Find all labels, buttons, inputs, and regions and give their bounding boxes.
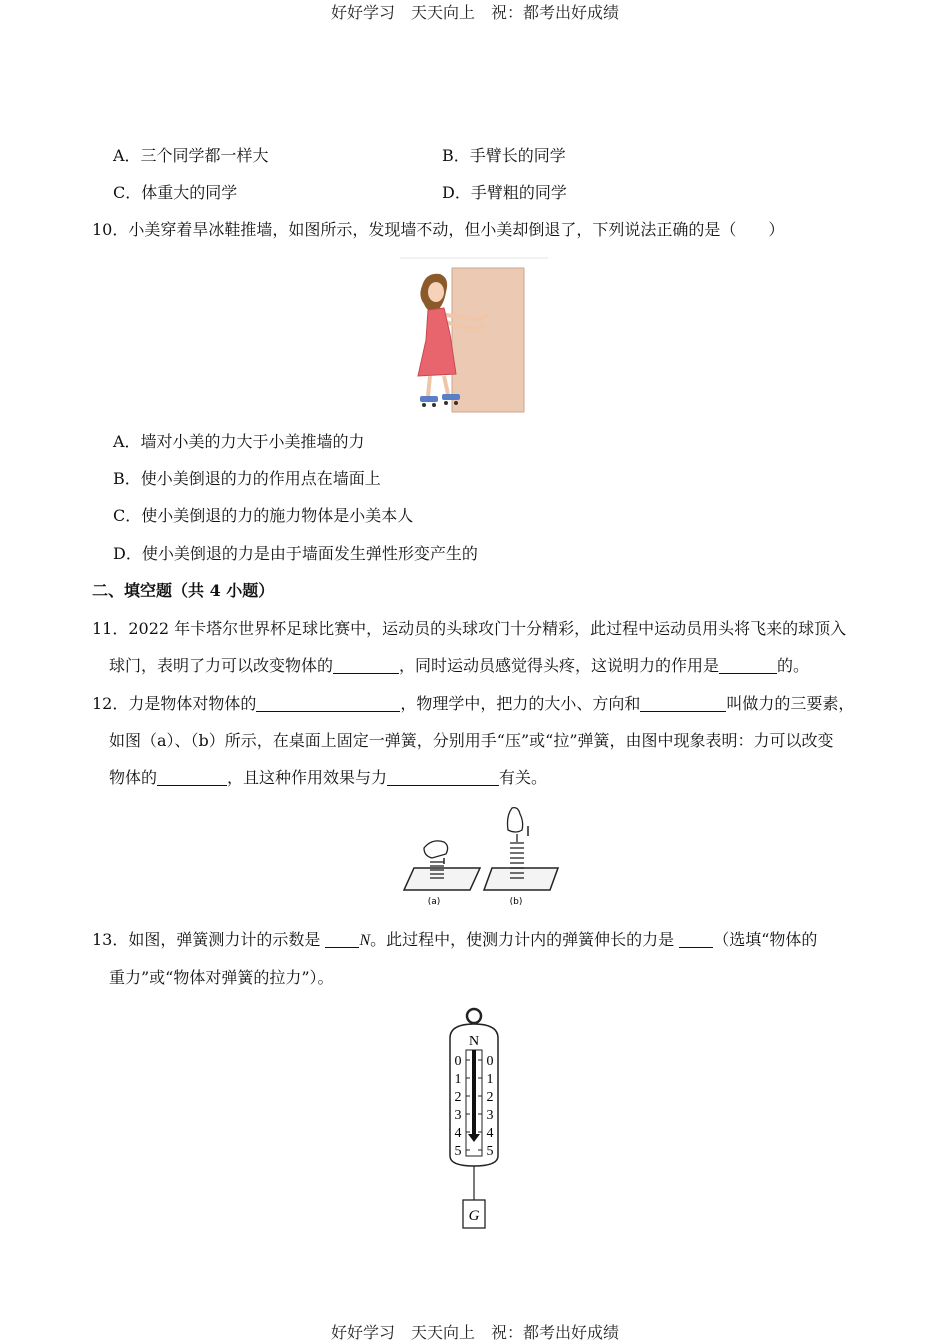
scale-tick-right: 1: [486, 1072, 494, 1087]
q11-text-a: 球门，表明了力可以改变物体的: [109, 656, 334, 675]
q10-girl-pushing-wall-figure: [400, 256, 550, 414]
fig-label-a: (a): [427, 897, 441, 907]
scale-tick-right: 2: [486, 1090, 494, 1105]
q12-blank-1[interactable]: [256, 695, 400, 712]
scale-tick-left: 3: [454, 1108, 462, 1123]
q10-option-c: C．使小美倒退的力的施力物体是小美本人: [113, 506, 414, 525]
q12-text-f: 有关。: [499, 768, 548, 787]
q13-blank-2[interactable]: [679, 931, 713, 948]
scale-tick-right: 4: [486, 1126, 494, 1141]
q9-option-c: C．体重大的同学: [113, 183, 238, 202]
q13-blank-1[interactable]: [325, 931, 359, 948]
q11-line-1: 11．2022 年卡塔尔世界杯足球比赛中，运动员的头球攻门十分精彩，此过程中运动员用头将飞来的球顶入: [92, 619, 847, 638]
q12-blank-4[interactable]: [387, 769, 499, 786]
scale-tick-left: 0: [454, 1054, 462, 1069]
q12-text-c: 叫做力的三要素，: [726, 694, 855, 713]
q9-option-b: B．手臂长的同学: [442, 146, 566, 165]
q13-unit: N: [359, 932, 371, 949]
q12-blank-2[interactable]: [640, 695, 726, 712]
q9-option-d: D．手臂粗的同学: [442, 183, 567, 202]
q11-line-2: [109, 656, 809, 676]
section-title: 二、填空题（共 4 小题）: [92, 581, 275, 600]
fig-label-b: (b): [509, 897, 523, 907]
q13-text-b: 。此过程中，使测力计内的弹簧伸长的力是: [370, 930, 680, 949]
q10-stem: 10．小美穿着旱冰鞋推墙，如图所示，发现墙不动，但小美却倒退了，下列说法正确的是（ ）: [92, 220, 785, 239]
q13-spring-scale-figure: [444, 1004, 506, 1234]
q12-text-e: ，且这种作用效果与力: [227, 768, 388, 787]
q12-spring-press-pull-figure: [392, 804, 562, 910]
scale-tick-left: 2: [454, 1090, 462, 1105]
scale-tick-right: 0: [486, 1054, 494, 1069]
page-header: 好好学习 天天向上 祝：都考出好成绩: [330, 3, 619, 22]
q11-text-c: 的。: [777, 656, 810, 675]
q11-text-b: ，同时运动员感觉得头疼，这说明力的作用是: [399, 656, 720, 675]
q12-blank-3[interactable]: [157, 769, 227, 786]
q10-option-a: A．墙对小美的力大于小美推墙的力: [113, 432, 365, 451]
scale-tick-left: 1: [454, 1072, 462, 1087]
spring-figure-a: [404, 841, 480, 907]
q12-line-2: 如图（a）、（b）所示，在桌面上固定一弹簧，分别用手“压”或“拉”弹簧，由图中现象表明：力可以改变: [109, 731, 834, 750]
scale-unit-label: N: [468, 1034, 480, 1049]
q12-text-b: ，物理学中，把力的大小、方向和: [400, 694, 641, 713]
q13-text-a: 13．如图，弹簧测力计的示数是: [92, 930, 326, 949]
page-footer: 好好学习 天天向上 祝：都考出好成绩: [330, 1323, 619, 1342]
q12-line-3: [109, 768, 547, 788]
q10-option-d: D．使小美倒退的力是由于墙面发生弹性形变产生的: [113, 544, 478, 563]
q13-line-1: [92, 930, 817, 951]
q11-blank-2[interactable]: [719, 657, 777, 674]
spring-figure-b: [484, 808, 558, 907]
scale-tick-left: 5: [454, 1144, 462, 1159]
q12-line-1: [92, 694, 854, 714]
q12-text-a: 12．力是物体对物体的: [92, 694, 257, 713]
weight-label: G: [468, 1208, 480, 1224]
scale-tick-right: 3: [486, 1108, 494, 1123]
q13-line-2: 重力”或“物体对弹簧的拉力”）。: [109, 968, 334, 987]
q12-text-d: 物体的: [109, 768, 158, 787]
scale-tick-left: 4: [454, 1126, 462, 1141]
q13-text-c: （选填“物体的: [713, 930, 818, 949]
q9-option-a: A．三个同学都一样大: [113, 146, 269, 165]
scale-tick-right: 5: [486, 1144, 494, 1159]
q11-blank-1[interactable]: [333, 657, 399, 674]
q10-option-b: B．使小美倒退的力的作用点在墙面上: [113, 469, 381, 488]
